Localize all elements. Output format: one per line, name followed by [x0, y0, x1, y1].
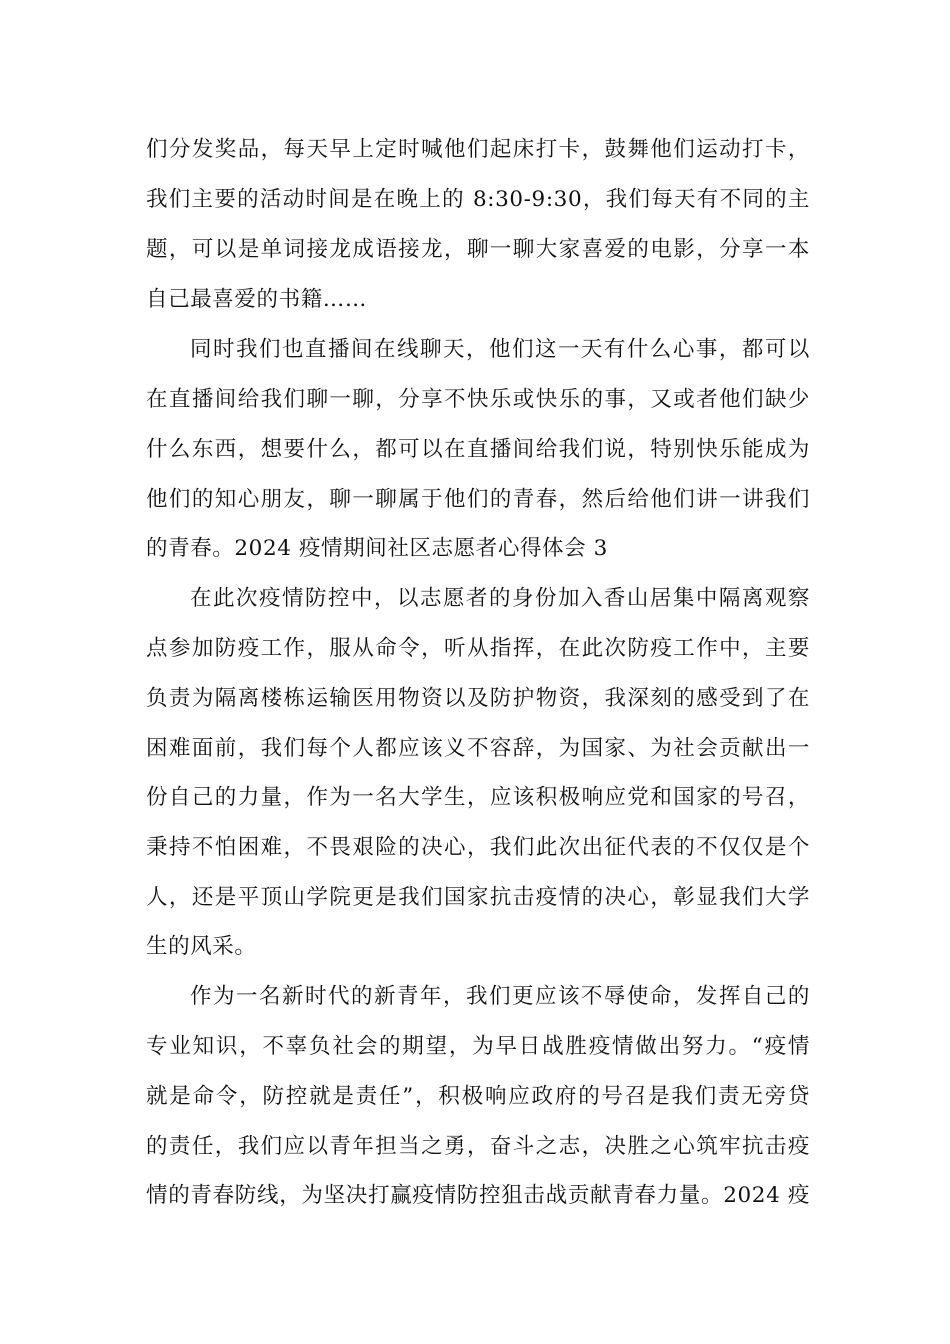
text-line: 点参加防疫工作，服从命令，听从指挥，在此次防疫工作中，主要 [146, 636, 810, 661]
text-line: 在直播间给我们聊一聊，分享不快乐或快乐的事，又或者他们缺少 [146, 387, 810, 412]
text-line: 负责为隔离楼栋运输医用物资以及防护物资，我深刻的感受到了在 [146, 686, 810, 711]
text-line: 困难面前，我们每个人都应该义不容辞，为国家、为社会贡献出一 [146, 736, 810, 761]
text-line: 就是命令，防控就是责任”，积极响应政府的号召是我们责无旁贷 [146, 1084, 810, 1109]
text-line: 们分发奖品，每天早上定时喊他们起床打卡，鼓舞他们运动打卡， [146, 137, 810, 162]
text-line: 他们的知心朋友，聊一聊属于他们的青春，然后给他们讲一讲我们 [146, 487, 810, 512]
paragraph-first-line: 在此次疫情防控中，以志愿者的身份加入香山居集中隔离观察 [190, 586, 810, 611]
text-line: 什么东西，想要什么，都可以在直播间给我们说，特别快乐能成为 [146, 437, 810, 462]
text-line: 我们主要的活动时间是在晚上的 8:30-9:30，我们每天有不同的主 [146, 187, 810, 212]
text-line: 的青春。2024 疫情期间社区志愿者心得体会 3 [146, 536, 608, 561]
text-line: 人，还是平顶山学院更是我们国家抗击疫情的决心，彰显我们大学 [146, 885, 810, 910]
text-line: 题，可以是单词接龙成语接龙，聊一聊大家喜爱的电影，分享一本 [146, 237, 810, 262]
text-line: 自己最喜爱的书籍…… [146, 287, 368, 312]
text-line: 情的青春防线，为坚决打赢疫情防控狙击战贡献青春力量。2024 疫 [146, 1183, 810, 1208]
text-line: 秉持不怕困难，不畏艰险的决心，我们此次出征代表的不仅仅是个 [146, 835, 810, 860]
paragraph-first-line: 同时我们也直播间在线聊天，他们这一天有什么心事，都可以 [190, 337, 810, 362]
text-line: 份自己的力量，作为一名大学生，应该积极响应党和国家的号召， [146, 785, 810, 810]
text-line: 专业知识，不辜负社会的期望，为早日战胜疫情做出努力。“疫情 [146, 1034, 810, 1059]
text-line: 生的风采。 [146, 934, 257, 959]
text-line: 的责任，我们应以青年担当之勇，奋斗之志，决胜之心筑牢抗击疫 [146, 1134, 810, 1159]
paragraph-first-line: 作为一名新时代的新青年，我们更应该不辱使命，发挥自己的 [190, 984, 810, 1009]
